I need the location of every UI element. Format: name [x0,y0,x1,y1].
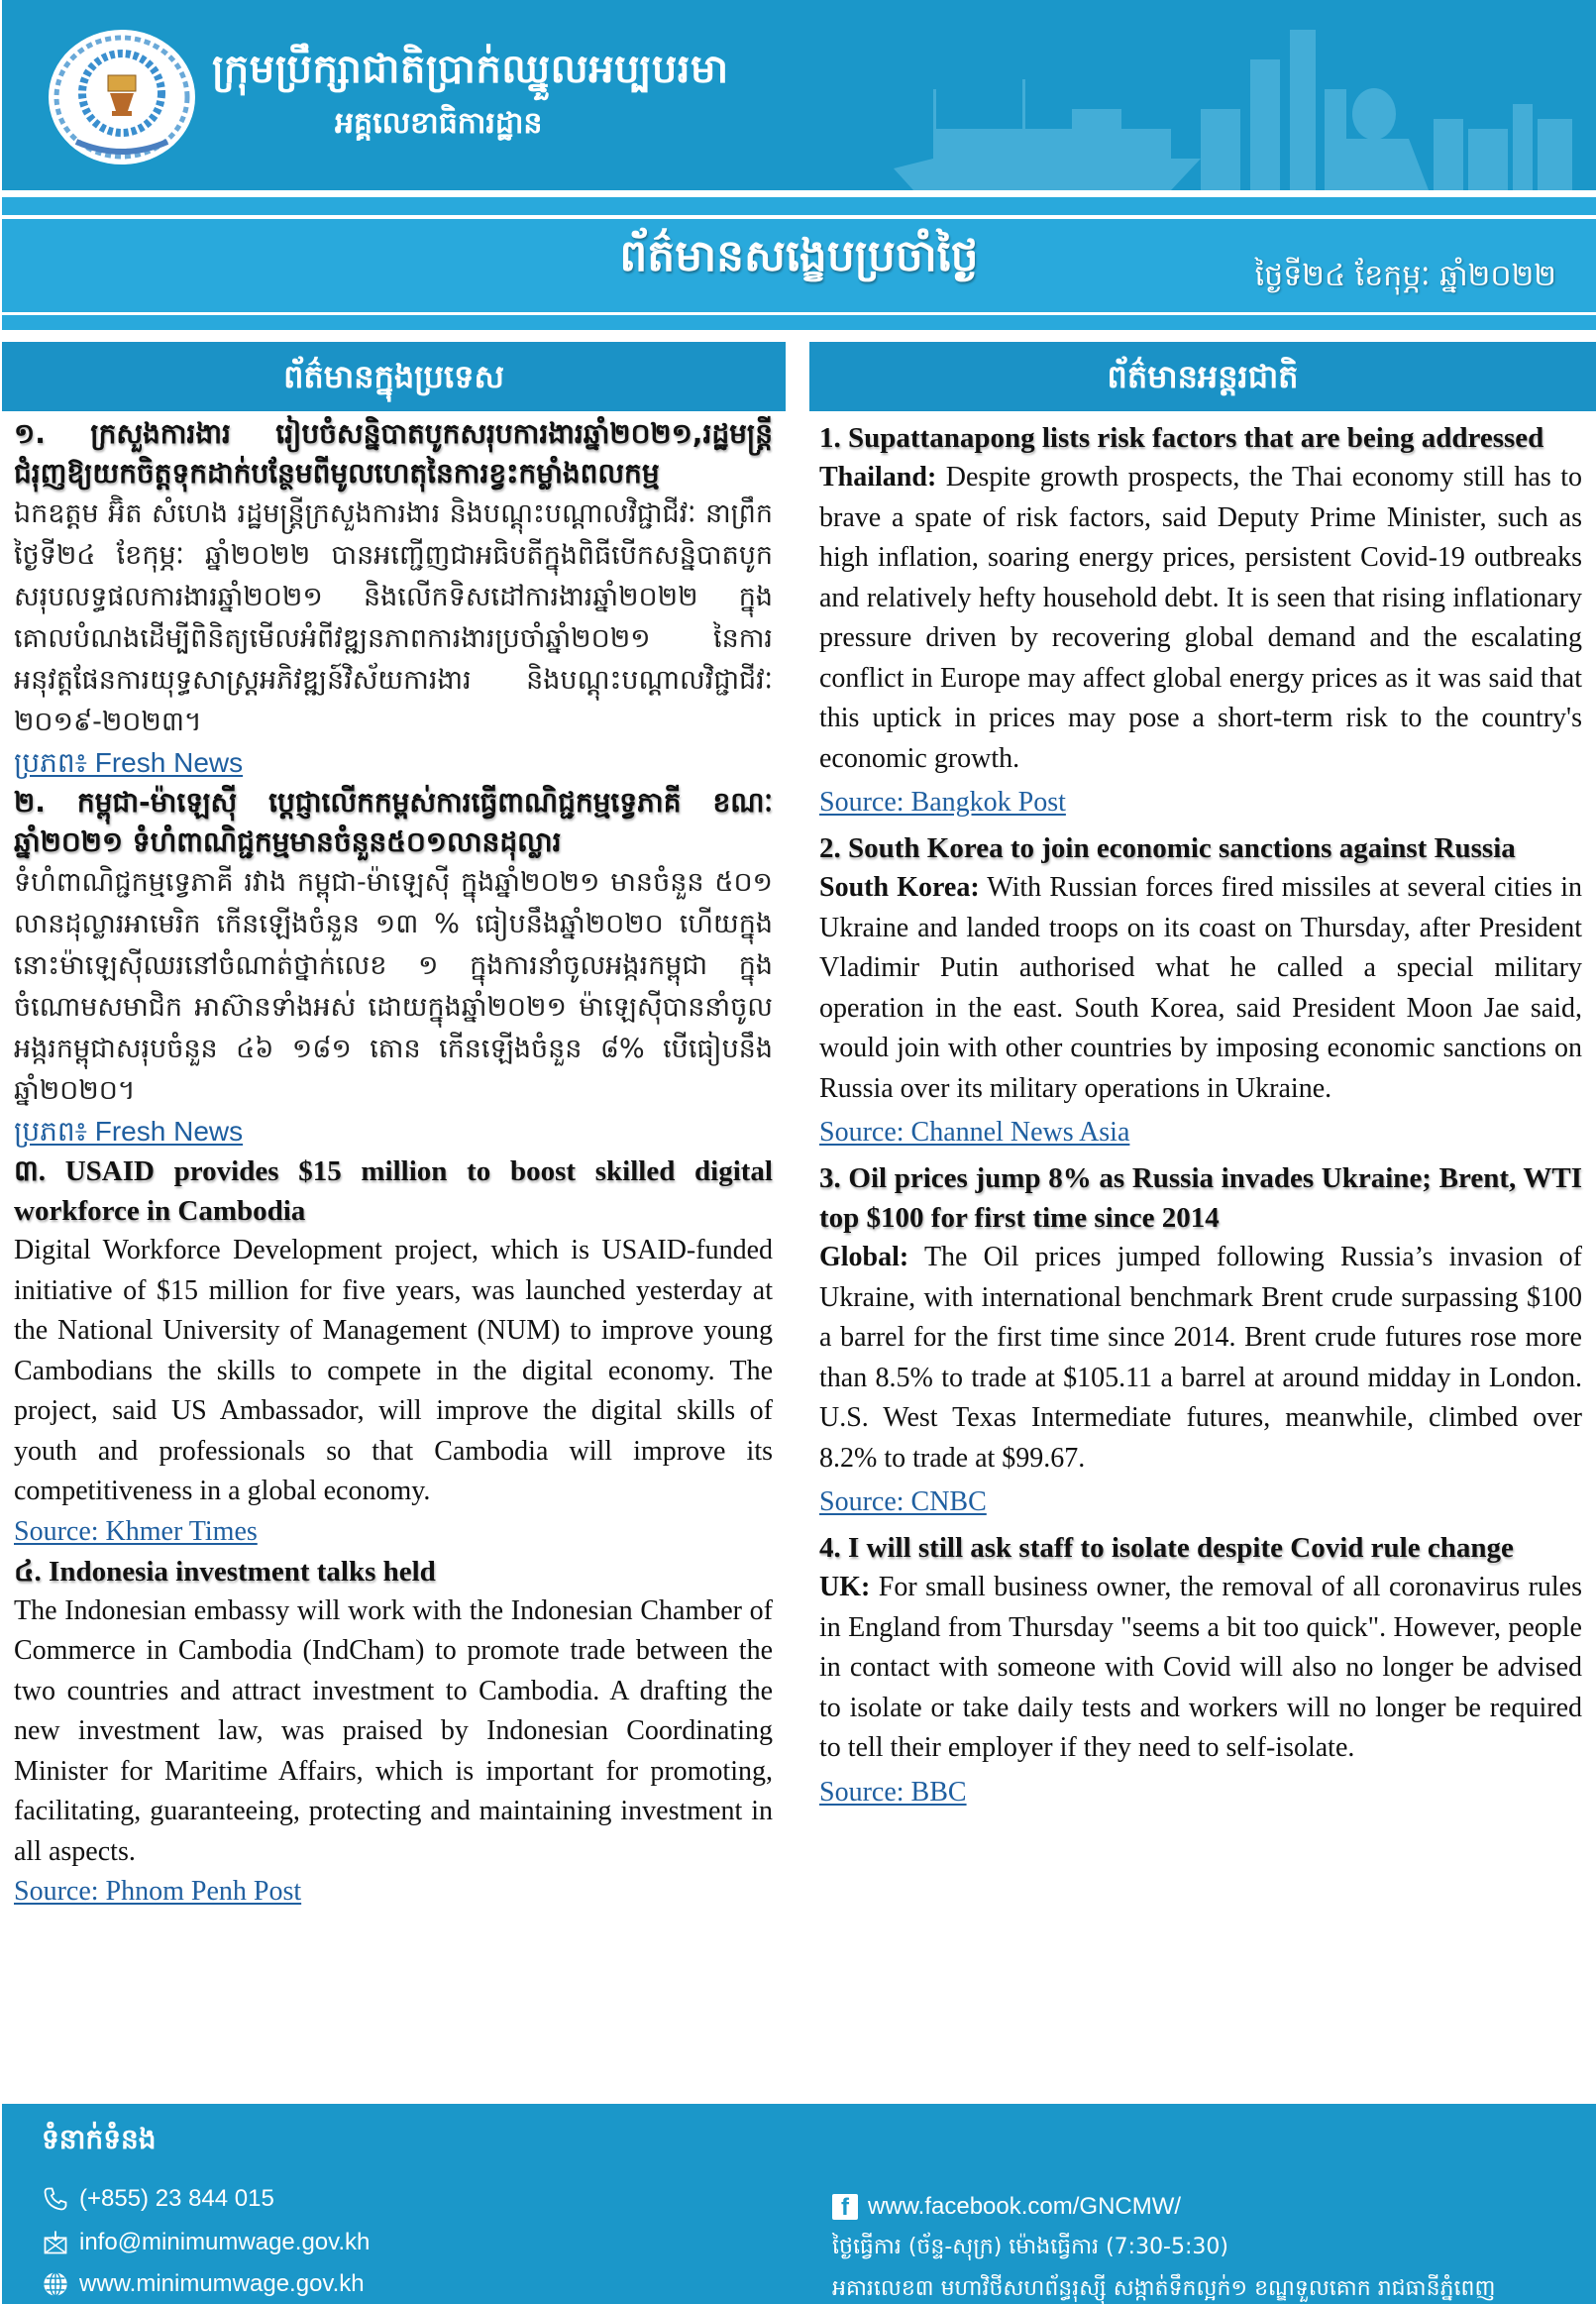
news-item [819,828,1582,1154]
news-item-title: 4. I will still ask staff to isolate despite Covid rule change [819,1532,1514,1564]
contact-heading: ទំនាក់ទំនង [42,2123,157,2155]
source-link[interactable]: Source: Phnom Penh Post [14,1876,302,1907]
international-news-column [819,414,1582,1814]
news-item-body: ទំហំពាណិជ្ជកម្មទ្វេភាគី រវាង កម្ពុជា-ម៉ាឡេស៊ី ក្នុងឆ្នាំ២០២១ មានចំនួន ៥០១ លានដុល្លារអាមេរិក កើនឡើងចំនួន ១៣ % ធៀបនឹងឆ្នាំ២០២០ ហើយក្នុងនោះម៉ាឡេស៊ីឈរនៅចំណាត់ថ្នាក់លេខ ១ ក្នុងការនាំចូលអង្ករកម្ពុជា ក្នុងចំណោមសមាជិក អាស៊ានទាំងអស់ ដោយក្នុងឆ្នាំ២០២១ ម៉ាឡេស៊ីបាននាំចូលអង្ករកម្ពុជាសរុបចំនួន ៤៦ ១៨១ តោន កើនឡើងចំនួន ៨% បើធៀបនឹងឆ្នាំ២០២០។ [14,867,773,1106]
news-item-title: 1. Supattanapong lists risk factors that are being addressed [819,422,1544,454]
news-item [14,783,773,1152]
website-url: www.minimumwage.gov.kh [79,2270,365,2297]
source-link[interactable]: Source: BBC [819,1776,967,1808]
news-item-region: South Korea: [819,872,980,903]
news-item-text: With Russian forces fired missiles at several cities in Ukraine and landed troops on its coast on Thursday, after President Vladimir Putin authorised what he called a special military operation in the east. South Korea, said President Moon Jae said, would join with other countries by imposing economic sanctions on Russia over its military operations in Ukraine. [819,872,1582,1104]
news-item-title: 2. South Korea to join economic sanctions against Russia [819,832,1516,864]
news-item-body: ឯកឧត្តម អ៊ិត សំហេង រដ្ឋមន្ត្រីក្រសួងការងារ និងបណ្តុះបណ្តាលវិជ្ជាជីវៈ នាព្រឹកថ្ងៃទី២៤ ខែកុម្ភៈ ឆ្នាំ២០២២ បានអញ្ជើញជាអធិបតីក្នុងពិធីបើកសន្និបាតបូកសរុបលទ្ធផលការងារឆ្នាំ២០២១ និងលើកទិសដៅការងារឆ្នាំ២០២២ ក្នុងគោលបំណងដើម្បីពិនិត្យមើលអំពីវឌ្ឍនភាពការងារប្រចាំឆ្នាំ២០២១ នៃការអនុវត្តផែនការយុទ្ធសាស្ត្រអភិវឌ្ឍន៍វិស័យការងារ និងបណ្តុះបណ្តាលវិជ្ជាជីវៈ ២០១៩-២០២៣។ [14,498,773,737]
news-item-region: UK: [819,1572,871,1602]
news-item [819,1158,1582,1524]
news-item-text: For small business owner, the removal of all coronavirus rules in England from Thursday "seems a bit too quick". However, people in contact with someone with Covid will also no longer be advised to isolate or take daily tests and workers will no longer be required to tell their employer if they need to self-isolate. [819,1572,1582,1763]
news-item-body: The Indonesian embassy will work with the Indonesian Chamber of Commerce in Cambodia (IndCham) to promote trade between the two countries and attract investment to Cambodia. A drafting the new investment law, was praised by Indonesian Coordinating Minister for Maritime Affairs, which is important for promoting, facilitating, guaranteeing, protecting and maintaining investment in all aspects. [14,1594,773,1867]
news-item-body [819,1238,1582,1479]
email-address: info@minimumwage.gov.kh [79,2229,371,2255]
facebook-icon: f [832,2194,858,2220]
news-item-body [819,1568,1582,1769]
news-item-title: 3. Oil prices jump 8% as Russia invades Ukraine; Brent, WTI top $100 for first time since 2014 [819,1162,1582,1234]
contact-phone[interactable] [42,2185,274,2213]
news-item-title: ៤. Indonesia investment talks held [14,1555,436,1588]
news-item [14,1552,773,1913]
domestic-news-header: ព័ត៌មានក្នុងប្រទេស [2,342,786,411]
news-item-title: ១. ក្រសួងការងារ រៀបចំសន្និបាតបូកសរុបការងារឆ្នាំ២០២១,រដ្ឋមន្ត្រីជំរុញឱ្យយកចិត្តទុកដាក់បន្ថែមពីមូលហេតុនៃការខ្វះកម្លាំងពលកម្ម [14,417,773,490]
news-item-title: ៣. USAID provides $15 million to boost skilled digital workforce in Cambodia [14,1155,773,1227]
port-skyline-illustration [874,20,1587,190]
news-item [819,418,1582,824]
newsletter-date: ថ្ងៃទី២៤ ខែកុម្ភៈ ឆ្នាំ២០២២ [1254,259,1556,293]
header-stripe [2,197,1596,215]
office-hours: ថ្ងៃធ្វើការ (ច័ន្ទ-សុក្រ) ម៉ោងធ្វើការ (7:30-5:30) [832,2235,1228,2259]
office-address: អគារលេខ៣ មហាវិថីសហព័ន្ធរុស្ស៊ី សង្កាត់ទឹកល្អក់១ ខណ្ឌទួលគោក រាជធានីភ្នំពេញ [832,2276,1496,2301]
phone-icon [42,2185,69,2213]
source-link[interactable]: ប្រភព៖ Fresh News [14,1116,244,1147]
source-link[interactable]: ប្រភព៖ Fresh News [14,747,244,778]
news-item-body: Digital Workforce Development project, which is USAID-funded initiative of $15 million for five years, was launched yesterday at the National University of Management (NUM) to improve young Cambodians the skills to compete in the digital economy. The project, said US Ambassador, will improve the digital skills of youth and professionals so that Cambodia will improve its competitiveness in a global economy. [14,1235,773,1506]
globe-icon [42,2270,69,2298]
news-item [14,414,773,783]
source-link[interactable]: Source: Channel News Asia [819,1117,1130,1148]
source-link[interactable]: Source: Bangkok Post [819,787,1066,818]
news-item-text: Despite growth prospects, the Thai economy still has to brave a spate of risk factors, said Deputy Prime Minister, such as high inflation, soaring energy prices, persistent Covid-19 outbreaks and relatively hefty household debt. It is seen that rising inflationary pressure driven by recovering global demand and the escalating conflict in Europe may affect global energy prices as it was said that this uptick in prices may pose a short-term risk to the country's economic growth. [819,462,1582,774]
ministry-emblem-icon [47,28,197,166]
organization-subtitle: អគ្គលេខាធិការដ្ឋាន [335,106,543,141]
header-banner [2,0,1596,190]
facebook-url: www.facebook.com/GNCMW/ [868,2193,1182,2220]
news-item [14,1152,773,1552]
news-item-body [819,458,1582,779]
news-item-region: Thailand: [819,462,937,493]
newsletter-title: ព័ត៌មានសង្ខេបប្រចាំថ្ងៃ [619,231,979,281]
news-item-region: Global: [819,1242,909,1272]
news-item-text: The Oil prices jumped following Russia’s invasion of Ukraine, with international benchmark Brent crude surpassing $100 a barrel for the first time since 2014. Brent crude futures rose more than 8.5% to trade at $105.11 a barrel at around midday in London. U.S. West Texas Intermediate futures, meanwhile, climbed over 8.2% to trade at $99.67. [819,1242,1582,1474]
header-stripe [2,315,1596,330]
email-icon [42,2229,69,2256]
facebook-link[interactable] [832,2193,1181,2221]
news-item-title: ២. កម្ពុជា-ម៉ាឡេស៊ី ប្តេជ្ញាលើកកម្ពស់ការធ្វើពាណិជ្ជកម្មទ្វេភាគី ខណៈឆ្នាំ២០២១ ទំហំពាណិជ្ជកម្មមានចំនួន៥០១លានដុល្លារ [14,786,773,858]
source-link[interactable]: Source: CNBC [819,1486,987,1517]
footer [2,2104,1596,2304]
organization-name: ក្រុមប្រឹក្សាជាតិប្រាក់ឈ្នួលអប្បបរមា [212,47,729,92]
title-band [2,219,1596,312]
phone-number: (+855) 23 844 015 [79,2185,274,2212]
contact-email[interactable] [42,2229,370,2256]
news-item-body [819,868,1582,1109]
international-news-header: ព័ត៌មានអន្តរជាតិ [809,342,1596,411]
source-link[interactable]: Source: Khmer Times [14,1515,258,1547]
contact-website[interactable] [42,2270,365,2298]
domestic-news-column [14,414,773,1912]
news-item [819,1528,1582,1814]
